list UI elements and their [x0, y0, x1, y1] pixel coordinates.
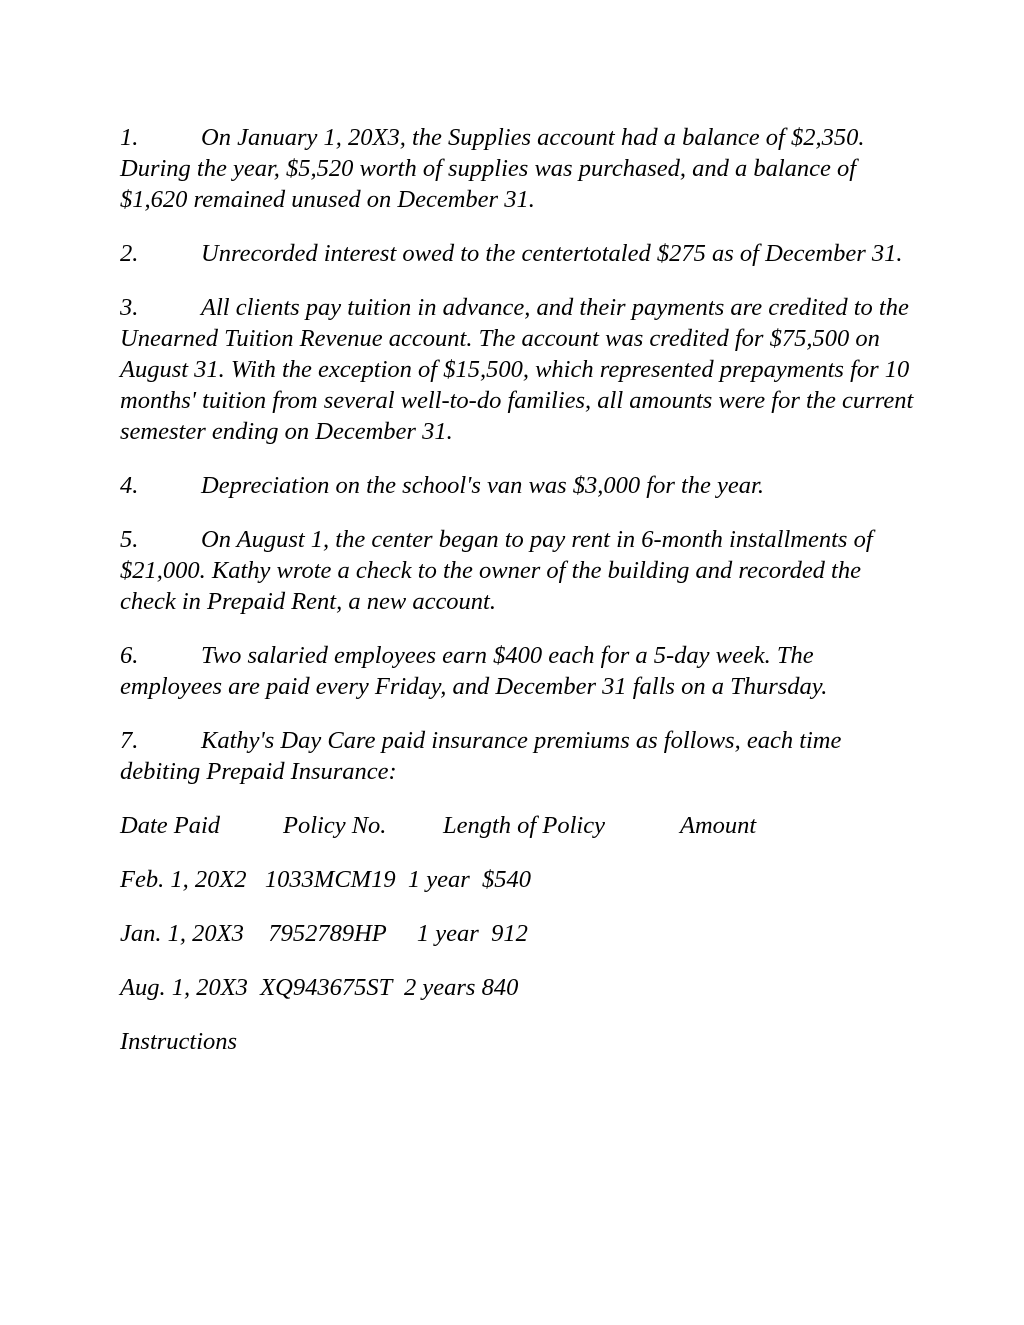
column-header-date-paid: Date Paid: [120, 812, 221, 839]
item-number: 2.: [120, 240, 139, 267]
instructions-heading: Instructions: [120, 1028, 238, 1055]
list-item-4: [120, 470, 920, 501]
item-number: 3.: [120, 294, 139, 321]
policy-row: Feb. 1, 20X2 1033MCM19 1 year $540: [120, 866, 531, 893]
list-item-5: [120, 524, 920, 617]
column-header-policy-no: Policy No.: [283, 812, 387, 839]
item-number: 5.: [120, 526, 139, 553]
item-number: 7.: [120, 727, 139, 754]
list-item-3: [120, 292, 920, 447]
item-text: Depreciation on the school's van was $3,000 for the year.: [201, 472, 764, 499]
list-item-2: [120, 238, 920, 269]
policy-row: Aug. 1, 20X3 XQ943675ST 2 years 840: [120, 974, 519, 1001]
column-header-length: Length of Policy: [443, 812, 605, 839]
column-header-amount: Amount: [680, 812, 757, 839]
list-item-6: [120, 640, 920, 702]
item-number: 6.: [120, 642, 139, 669]
item-text: Two salaried employees earn $400 each for a 5-day week. The employees are paid every Friday, and December 31 falls on a Thursday.: [120, 642, 828, 700]
item-text: Unrecorded interest owed to the centertotaled $275 as of December 31.: [201, 240, 903, 267]
policy-table-header: [120, 810, 920, 841]
policy-row: Jan. 1, 20X3 7952789HP 1 year 912: [120, 920, 528, 947]
list-item-7: [120, 725, 920, 787]
item-number: 1.: [120, 124, 139, 151]
item-text: All clients pay tuition in advance, and their payments are credited to the Unearned Tuition Revenue account. The account was credited for $75,500 on August 31. With the exception of $15,500, which represented prepayments for 10 months' tuition from several well-to-do families, all amounts were for the current semester ending on December 31.: [120, 294, 914, 445]
item-text: Kathy's Day Care paid insurance premiums as follows, each time debiting Prepaid Insurance:: [120, 727, 842, 785]
item-text: On August 1, the center began to pay rent in 6-month installments of $21,000. Kathy wrote a check to the owner of the building and recorded the check in Prepaid Rent, a new account.: [120, 526, 873, 615]
item-number: 4.: [120, 472, 139, 499]
item-text: On January 1, 20X3, the Supplies account had a balance of $2,350. During the year, $5,520 worth of supplies was purchased, and a balance of $1,620 remained unused on December 31.: [120, 124, 865, 213]
list-item-1: [120, 122, 920, 215]
document-page: [120, 122, 920, 1080]
